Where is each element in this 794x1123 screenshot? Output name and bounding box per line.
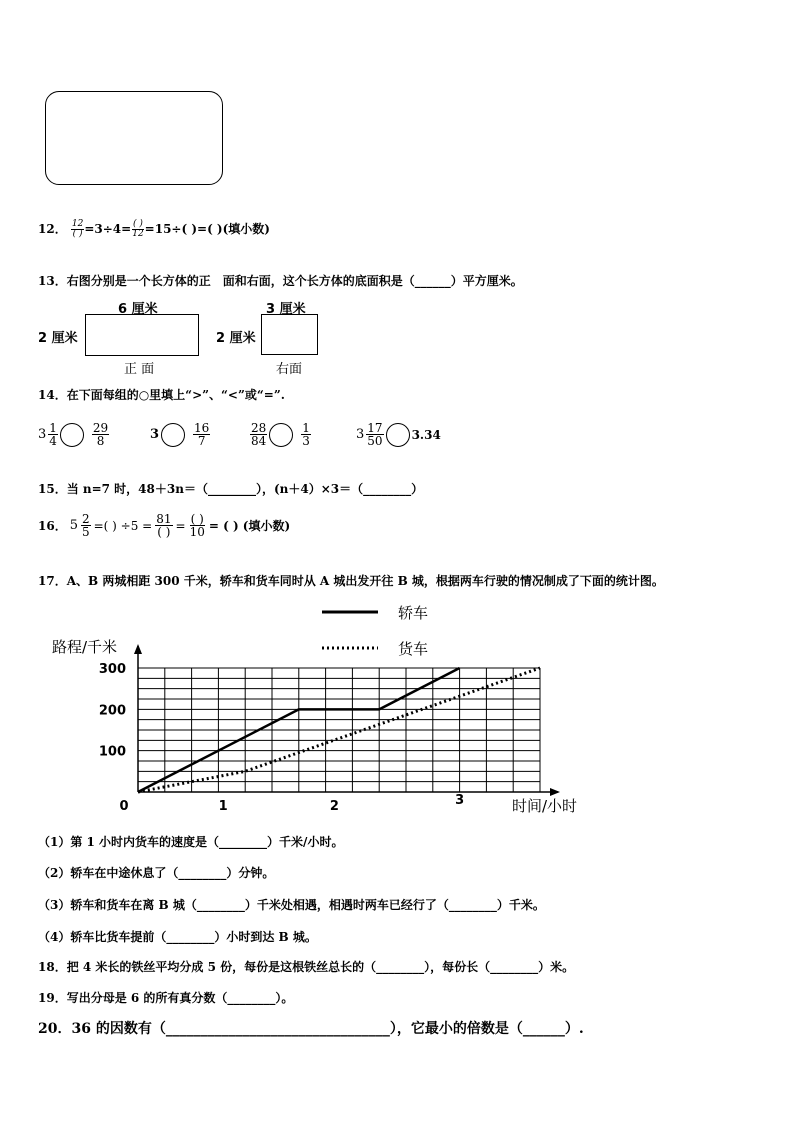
right-face-label: 右面 (276, 362, 303, 377)
compare-circle-3[interactable] (269, 423, 293, 447)
x-tick-label: 1 (218, 799, 228, 814)
q12-fraction-1: $\frac{12}{( )}$ (71, 219, 84, 239)
q17-sub-4: （4）轿车比货车提前（________）小时到达 B 城。 (38, 930, 317, 944)
q12-fraction-2: $\frac{( )}{12}$ (132, 219, 144, 239)
question-16: 16． 5 $\frac{2}{5}$ =( ) ÷5 = $\frac{81}{( )}$ = $\frac{( )}{10}$ = ( ) (填小数) (38, 512, 291, 539)
question-15: 15．当 n=7 时，48＋3n＝（________），(n＋4）×3＝（________） (38, 482, 424, 496)
chart-labels (52, 638, 577, 815)
x-tick-label: 0 (119, 799, 129, 814)
q12-rest: =15÷( )=( )(填小数) (144, 222, 270, 236)
question-13: 13．右图分别是一个长方体的正 面和右面，这个长方体的底面积是（______）平方厘米。 (38, 274, 523, 288)
legend-label-2: 货车 (398, 640, 429, 658)
compare-group-2: 3 $\frac{16}{7}$ (150, 421, 210, 448)
y-axis-arrow (134, 644, 142, 654)
q17-sub-2: （2）轿车在中途休息了（________）分钟。 (38, 866, 275, 880)
question-17: 17．A、B 两城相距 300 千米，轿车和货车同时从 A 城出发开往 B 城，根据两车行驶的情况制成了下面的统计图。 (38, 574, 664, 588)
x-axis-arrow (550, 788, 560, 796)
x-axis-label: 时间/小时 (512, 797, 578, 815)
chart-legend (322, 604, 428, 658)
question-19: 19．写出分母是 6 的所有真分数（________）。 (38, 991, 294, 1005)
compare-circle-4[interactable] (386, 423, 410, 447)
answer-box (45, 91, 223, 185)
q17-sub-1: （1）第 1 小时内货车的速度是（________）千米/小时。 (38, 835, 344, 849)
compare-group-3: $\frac{28}{84}$ $\frac{1}{3}$ (251, 421, 310, 448)
q17-sub-3: （3）轿车和货车在离 B 城（________）千米处相遇，相遇时两车已经行了（________）千米。 (38, 898, 545, 912)
question-14: 14．在下面每组的○里填上“>”、“<”或“=”. (38, 388, 285, 402)
y-tick-label: 100 (98, 744, 126, 760)
legend-label-1: 轿车 (398, 604, 429, 622)
compare-group-1: 3 $\frac{1}{4}$ $\frac{29}{8}$ (38, 421, 109, 448)
question-20: 20．36 的因数有（________________________________），它最小的倍数是（______）. (38, 1021, 584, 1037)
question-12 (38, 220, 270, 239)
y-tick-label: 200 (98, 703, 126, 719)
distance-time-chart (0, 596, 794, 826)
y-axis-label: 路程/千米 (52, 638, 118, 656)
front-face-label: 正 面 (124, 362, 155, 377)
y-tick-label: 300 (98, 662, 126, 677)
x-tick-label: 2 (329, 799, 339, 814)
right-width-label: 3 厘米 (266, 302, 306, 317)
front-width-label: 6 厘米 (118, 302, 158, 317)
front-height-label: 2 厘米 (38, 331, 78, 346)
chart-grid (138, 668, 540, 792)
x-tick-label: 3 (455, 793, 465, 808)
compare-group-4: 3 $\frac{17}{50}$ 3.34 (356, 421, 441, 448)
q12-number: 12． (38, 222, 67, 236)
right-face-rect (261, 314, 318, 355)
question-18: 18．把 4 米长的铁丝平均分成 5 份，每份是这根铁丝总长的（________），每份长（________）米。 (38, 960, 575, 974)
front-face-rect (85, 314, 199, 356)
right-height-label: 2 厘米 (216, 331, 256, 346)
compare-circle-1[interactable] (60, 423, 84, 447)
q12-middle: =3÷4= (84, 222, 132, 236)
compare-circle-2[interactable] (161, 423, 185, 447)
